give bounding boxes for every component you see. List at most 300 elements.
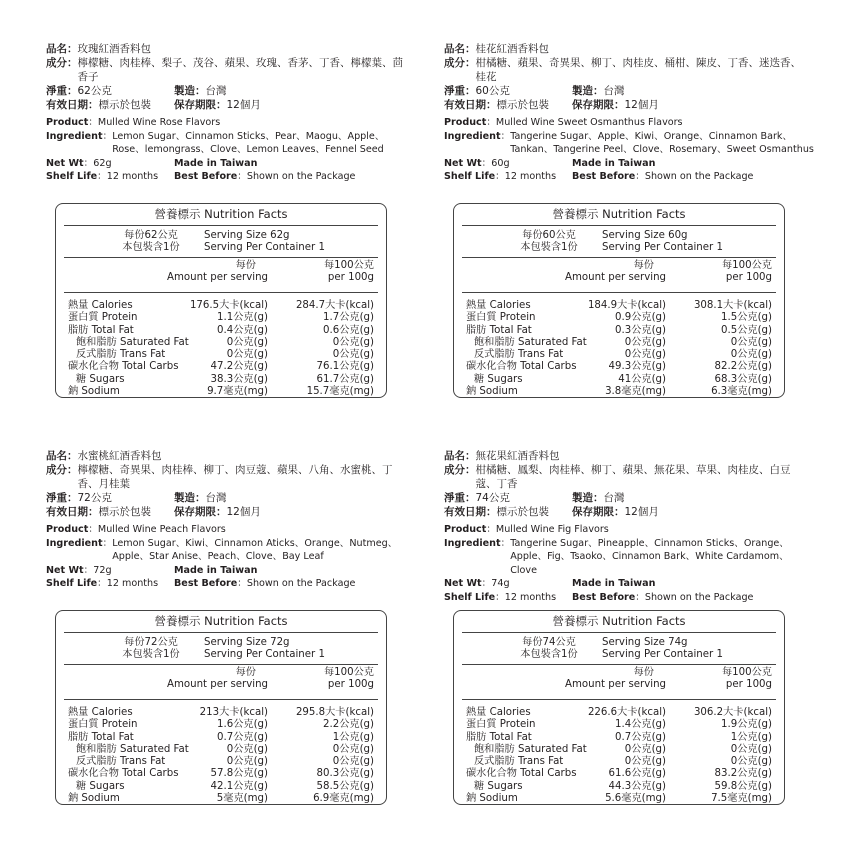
nutrient-per-100g: 6.3毫克(mg) [711,386,772,398]
nutrient-per-100g: 68.3公克(g) [714,373,772,385]
nutrient-per-100g: 295.8大卡(kcal) [295,707,374,718]
expiry-key: 有效日期： [46,506,99,518]
ingredients-row [444,463,814,491]
shelflife-en-value: 12 months [504,591,557,603]
nutrient-per-100g: 58.5公克(g) [316,780,374,792]
net-made-row [444,84,814,98]
amount-per-serving: Amount per serving [565,679,666,691]
nutrient-per-100g: 7.5毫克(mg) [711,793,772,805]
nutrient-name: 鈉 Sodium [68,793,120,805]
ingredient-en-row: Ingredient： Tangerine Sugar、Pineapple、Cinnamon Sticks、Orange、Apple、Fig、Tsaoko、Cinnamon Bark、White Cardamom、Clove [444,537,814,578]
nutrient-per-serving: 0公克(g) [226,349,268,361]
netwt-en-value: 60g [491,157,510,169]
nutrient-per-100g: 1公克(g) [730,731,772,743]
nutrient-name: 糖 Sugars [76,780,125,792]
netwt-en-value: 72g [93,564,112,576]
nutrient-per-100g: 0公克(g) [332,756,374,768]
divider [462,632,776,633]
shelf-key: 保存期限： [174,506,227,518]
name-key: 品名： [444,450,476,462]
divider [64,664,378,665]
serving-size-en: Serving Size 74g [602,637,688,648]
product-en-key: Product [444,524,487,535]
madein-en: Made in Taiwan [174,564,258,576]
netwt-en-key: Net Wt [46,564,84,576]
nutrient-per-100g: 1公克(g) [332,731,374,743]
net-value: 74公克 [475,492,510,504]
netwt-en-key: Net Wt [46,157,84,169]
nutrient-per-100g: 306.2大卡(kcal) [693,707,772,718]
nutrition-facts-title: 營養標示 Nutrition Facts [552,614,686,628]
nutrient-name: 反式脂肪 Trans Fat [474,756,564,768]
container-cn: 本包裝含1份 [520,649,578,661]
nutrient-name: 鈉 Sodium [466,793,518,805]
nutrient-row [68,361,374,373]
ingredients-cn: 檸檬糖、肉桂棒、梨子、茂谷、蘋果、玫瑰、香茅、丁香、檸檬葉、茴香子 [77,57,403,83]
bestbefore-en-key: Best Before [572,171,636,183]
nutrient-per-100g: 1.9公克(g) [721,719,772,731]
nutrient-row [68,719,374,731]
nutrient-per-serving: 0.4公克(g) [217,324,268,336]
english-block [444,523,814,605]
madein-en: Made in Taiwan [572,157,656,169]
nutrient-per-100g: 0.5公克(g) [721,324,772,336]
nutrient-row [466,386,772,398]
product-en-value: Mulled Wine Sweet Osmanthus Flavors [495,117,683,128]
serving-size-cn: 每份72公克 [124,637,178,648]
serving-per-container: Serving Per Container 1 [602,649,723,661]
nutrient-name: 熱量 Calories [68,707,133,718]
ingredient-en-row: Ingredient： Lemon Sugar、Cinnamon Sticks、Pear、Maogu、Apple、Rose、lemongrass、Clove、Lemon Leaves、Fennel Seed [46,130,416,157]
serving-size-en: Serving Size 62g [204,230,290,241]
nutrient-rows [466,707,772,805]
nutrient-per-serving: 47.2公克(g) [210,361,268,373]
nutrient-row [68,386,374,398]
nutrient-name: 飽和脂肪 Saturated Fat [474,743,587,755]
nutrient-row [466,312,772,324]
shelflife-en-value: 12 months [106,578,159,590]
ingredient-en-value: Tangerine Sugar、Apple、Kiwi、Orange、Cinnamon Bark、Tankan、Tangerine Peel、Clove、Rosemary、Sweet Osmanthus [510,130,814,156]
serving-size-cn: 每份74公克 [522,637,576,648]
shelf-key: 保存期限： [174,99,227,111]
product-en-row: Product：Mulled Wine Peach Flavors [46,524,226,535]
nutrient-name: 飽和脂肪 Saturated Fat [474,336,587,348]
nutrient-per-serving: 0公克(g) [624,349,666,361]
name-row [444,42,814,56]
divider [462,292,776,293]
expiry-key: 有效日期： [46,99,99,111]
nutrition-facts-panel [453,203,785,398]
nutrient-per-serving: 57.8公克(g) [210,768,268,780]
nutrition-facts-title: 營養標示 Nutrition Facts [154,207,288,221]
nutrient-per-serving: 42.1公克(g) [210,780,268,792]
expiry-shelf-row [444,505,814,519]
expiry-shelf-row [46,98,416,112]
amount-per-serving: Amount per serving [167,679,268,691]
divider [64,632,378,633]
madein-en: Made in Taiwan [572,578,656,590]
product-label-rose [46,42,416,398]
nutrition-facts-panel [453,610,785,805]
serving-size-en: Serving Size 72g [204,637,290,648]
expiry-value: 標示於包裝 [98,99,151,111]
net-key: 淨重： [444,492,476,504]
nutrient-per-100g: 0公克(g) [332,349,374,361]
nutrient-rows [466,300,772,398]
shelf-best-en-row: Shelf Life：12 months Best Before：Shown on the Package [444,591,754,603]
nutrient-row [466,793,772,805]
nutrient-row [466,732,772,744]
nutrient-row [466,744,772,756]
nutrient-row [68,374,374,386]
english-block [46,116,416,184]
divider [462,664,776,665]
nutrient-per-serving: 0公克(g) [226,756,268,768]
netwt-made-en-row: Net Wt：74g Made in Taiwan [444,578,656,590]
nutrient-row [68,744,374,756]
netwt-made-en-row: Net Wt：60g Made in Taiwan [444,157,656,169]
nutrient-per-serving: 0.7公克(g) [217,731,268,743]
nutrient-per-100g: 284.7大卡(kcal) [295,300,374,311]
nutrient-row [68,312,374,324]
net-made-row [444,491,814,505]
expiry-key: 有效日期： [444,99,497,111]
nutrient-row [466,300,772,312]
product-label-osmanthus [444,42,814,398]
nutrient-per-serving: 0.7公克(g) [615,731,666,743]
name-row [46,449,416,463]
nutrient-per-100g: 1.5公克(g) [721,312,772,324]
container-cn: 本包裝含1份 [520,242,578,254]
nutrient-row [466,768,772,780]
per-100-cn: 每100公克 [721,260,772,271]
ingredient-en-row: Ingredient： Lemon Sugar、Kiwi、Cinnamon Aticks、Orange、Nutmeg、Apple、Star Anise、Peach、Clove、Bay Leaf [46,537,416,564]
nutrient-per-serving: 44.3公克(g) [608,780,666,792]
nutrient-per-serving: 41公克(g) [618,373,666,385]
madein-en: Made in Taiwan [174,157,258,169]
per-100-cn: 每100公克 [721,667,772,678]
name-key: 品名： [444,43,476,55]
name-key: 品名： [46,450,78,462]
bestbefore-en-value: Shown on the Package [644,171,754,183]
nutrient-per-serving: 1.4公克(g) [615,719,666,731]
nutrient-rows [68,707,374,805]
nutrient-per-serving: 0公克(g) [624,756,666,768]
nutrient-name: 脂肪 Total Fat [68,731,134,743]
nutrient-name: 碳水化合物 Total Carbs [68,768,179,780]
netwt-made-en-row: Net Wt：62g Made in Taiwan [46,157,258,169]
divider [462,225,776,226]
ingredient-en-key: Ingredient [46,537,103,549]
nutrient-per-serving: 49.3公克(g) [608,361,666,373]
nutrient-per-100g: 59.8公克(g) [714,780,772,792]
nutrient-name: 脂肪 Total Fat [466,324,532,336]
net-value: 62公克 [77,85,112,97]
nutrient-per-serving: 3.8毫克(mg) [605,386,666,398]
nutrient-per-100g: 1.7公克(g) [323,312,374,324]
shelflife-en-value: 12 months [106,171,159,183]
net-value: 72公克 [77,492,112,504]
ingredients-row [46,56,416,84]
nutrient-per-serving: 61.6公克(g) [608,768,666,780]
netwt-en-value: 62g [93,157,112,169]
divider [64,225,378,226]
serving-per-container: Serving Per Container 1 [204,242,325,254]
made-value: 台灣 [205,492,227,504]
ingredients-row [444,56,814,84]
net-made-row [46,84,416,98]
nutrient-per-serving: 9.7毫克(mg) [207,386,268,398]
serving-per-container: Serving Per Container 1 [204,649,325,661]
nutrient-per-100g: 0公克(g) [730,743,772,755]
nutrient-name: 蛋白質 Protein [68,312,138,324]
container-cn: 本包裝含1份 [122,649,180,661]
nutrient-row [68,756,374,768]
shelf-best-en-row: Shelf Life：12 months Best Before：Shown on the Package [444,171,754,183]
shelflife-en-key: Shelf Life [46,578,98,590]
nutrient-row [68,325,374,337]
nutrient-per-serving: 1.1公克(g) [217,312,268,324]
name-row [444,449,814,463]
product-en-key: Product [444,117,487,128]
nutrient-per-serving: 0.3公克(g) [615,324,666,336]
nutrient-name: 碳水化合物 Total Carbs [466,361,577,373]
nutrient-row [68,793,374,805]
product-name-cn: 水蜜桃紅酒香料包 [77,450,162,462]
nutrient-row [68,337,374,349]
bestbefore-en-value: Shown on the Package [246,578,356,590]
net-made-row [46,491,416,505]
nutrient-row [466,707,772,719]
nutrient-per-100g: 0.6公克(g) [323,324,374,336]
expiry-value: 標示於包裝 [98,506,151,518]
made-value: 台灣 [205,85,227,97]
shelf-value: 12個月 [226,506,261,518]
nutrient-per-100g: 2.2公克(g) [323,719,374,731]
nutrient-name: 反式脂肪 Trans Fat [474,349,564,361]
ingredient-en-value: Tangerine Sugar、Pineapple、Cinnamon Sticks、Orange、Apple、Fig、Tsaoko、Cinnamon Bark、White Cardamom、Clove [510,537,789,576]
nutrient-per-serving: 184.9大卡(kcal) [587,300,666,311]
nutrient-per-100g: 0公克(g) [332,336,374,348]
net-value: 60公克 [475,85,510,97]
per-100g: per 100g [327,272,374,284]
nutrient-name: 糖 Sugars [474,373,523,385]
product-en-value: Mulled Wine Rose Flavors [97,117,221,128]
ingredient-en-value: Lemon Sugar、Cinnamon Sticks、Pear、Maogu、Apple、Rose、lemongrass、Clove、Lemon Leaves、Fennel Seed [112,130,385,156]
nutrient-per-serving: 0公克(g) [624,743,666,755]
nutrient-row [68,349,374,361]
nutrient-row [466,719,772,731]
shelf-value: 12個月 [226,99,261,111]
nutrient-per-100g: 80.3公克(g) [316,768,374,780]
bestbefore-en-key: Best Before [174,578,238,590]
ingredients-key: 成分： [46,57,78,69]
product-en-key: Product [46,117,89,128]
nutrient-per-serving: 0.9公克(g) [615,312,666,324]
product-en-value: Mulled Wine Fig Flavors [495,524,609,535]
nutrient-name: 反式脂肪 Trans Fat [76,349,166,361]
name-key: 品名： [46,43,78,55]
ingredients-key: 成分： [444,57,476,69]
nutrition-facts-title: 營養標示 Nutrition Facts [552,207,686,221]
nutrition-facts-panel [55,203,387,398]
nutrient-per-100g: 76.1公克(g) [316,361,374,373]
serving-size-cn: 每份60公克 [522,230,576,241]
shelflife-en-key: Shelf Life [444,171,496,183]
product-name-cn: 無花果紅酒香料包 [475,450,560,462]
nutrient-rows [68,300,374,398]
nutrient-row [466,361,772,373]
per-100g: per 100g [327,679,374,691]
nutrient-per-serving: 176.5大卡(kcal) [189,300,268,311]
nutrient-name: 碳水化合物 Total Carbs [466,768,577,780]
bestbefore-en-value: Shown on the Package [644,591,754,603]
ingredients-key: 成分： [444,464,476,476]
bestbefore-en-value: Shown on the Package [246,171,356,183]
net-key: 淨重： [444,85,476,97]
nutrient-row [68,300,374,312]
nutrient-name: 飽和脂肪 Saturated Fat [76,336,189,348]
nutrient-per-serving: 226.6大卡(kcal) [587,707,666,718]
nutrient-per-100g: 0公克(g) [730,336,772,348]
expiry-value: 標示於包裝 [496,506,549,518]
nutrient-per-100g: 6.9毫克(mg) [313,793,374,805]
divider [64,699,378,700]
amount-per-serving: Amount per serving [167,272,268,284]
shelflife-en-key: Shelf Life [46,171,98,183]
ingredient-en-key: Ingredient [46,130,103,142]
net-key: 淨重： [46,492,78,504]
nutrient-name: 糖 Sugars [76,373,125,385]
nutrient-per-serving: 1.6公克(g) [217,719,268,731]
ingredient-en-value: Lemon Sugar、Kiwi、Cinnamon Aticks、Orange、Nutmeg、Apple、Star Anise、Peach、Clove、Bay Leaf [112,537,398,563]
ingredient-en-row: Ingredient： Tangerine Sugar、Apple、Kiwi、Orange、Cinnamon Bark、Tankan、Tangerine Peel、Clove、Rosemary、Sweet Osmanthus [444,130,814,156]
nutrient-per-serving: 38.3公克(g) [210,373,268,385]
nutrient-per-serving: 0公克(g) [226,743,268,755]
nutrient-per-serving: 5.6毫克(mg) [605,793,666,805]
nutrient-name: 蛋白質 Protein [466,312,536,324]
ingredients-row [46,463,416,491]
amount-per-serving: Amount per serving [565,272,666,284]
shelf-value: 12個月 [624,99,659,111]
per-100-cn: 每100公克 [323,667,374,678]
product-en-key: Product [46,524,89,535]
shelflife-en-key: Shelf Life [444,591,496,603]
nutrient-name: 脂肪 Total Fat [466,731,532,743]
name-row [46,42,416,56]
nutrient-per-100g: 61.7公克(g) [316,373,374,385]
nutrient-per-serving: 0公克(g) [226,336,268,348]
product-label-fig [444,449,814,805]
nutrient-per-serving: 5毫克(mg) [216,793,268,805]
per-serving-cn: 每份 [633,667,654,678]
nutrient-per-100g: 0公克(g) [332,743,374,755]
nutrient-row [466,374,772,386]
nutrient-row [68,781,374,793]
made-value: 台灣 [603,85,625,97]
per-serving-cn: 每份 [235,667,256,678]
ingredients-cn: 柑橘糖、鳳梨、肉桂棒、柳丁、蘋果、無花果、草果、肉桂皮、白豆蔻、丁香 [475,464,791,490]
ingredients-key: 成分： [46,464,78,476]
product-en-row: Product：Mulled Wine Sweet Osmanthus Flavors [444,117,683,128]
nutrient-row [68,768,374,780]
divider [64,292,378,293]
product-name-cn: 玫瑰紅酒香料包 [77,43,151,55]
divider [64,257,378,258]
nutrient-name: 熱量 Calories [466,707,531,718]
nutrient-per-100g: 0公克(g) [730,756,772,768]
nutrient-row [466,349,772,361]
nutrition-facts-title: 營養標示 Nutrition Facts [154,614,288,628]
nutrient-name: 反式脂肪 Trans Fat [76,756,166,768]
divider [462,699,776,700]
netwt-en-key: Net Wt [444,578,482,590]
serving-size-en: Serving Size 60g [602,230,688,241]
nutrient-row [466,781,772,793]
made-value: 台灣 [603,492,625,504]
shelf-best-en-row: Shelf Life：12 months Best Before：Shown on the Package [46,171,356,183]
netwt-en-value: 74g [491,578,510,590]
divider [462,257,776,258]
nutrition-facts-panel [55,610,387,805]
nutrient-per-100g: 0公克(g) [730,349,772,361]
product-en-row: Product：Mulled Wine Fig Flavors [444,524,609,535]
expiry-shelf-row [444,98,814,112]
ingredient-en-key: Ingredient [444,130,501,142]
nutrient-name: 蛋白質 Protein [68,719,138,731]
nutrient-name: 鈉 Sodium [68,386,120,398]
nutrient-name: 碳水化合物 Total Carbs [68,361,179,373]
product-name-cn: 桂花紅酒香料包 [475,43,549,55]
net-key: 淨重： [46,85,78,97]
nutrient-per-100g: 83.2公克(g) [714,768,772,780]
nutrient-name: 鈉 Sodium [466,386,518,398]
nutrient-name: 糖 Sugars [474,780,523,792]
shelf-key: 保存期限： [572,506,625,518]
made-key: 製造： [174,492,206,504]
nutrient-per-100g: 82.2公克(g) [714,361,772,373]
per-serving-cn: 每份 [235,260,256,271]
nutrient-name: 熱量 Calories [68,300,133,311]
made-key: 製造： [572,85,604,97]
per-serving-cn: 每份 [633,260,654,271]
product-en-row: Product：Mulled Wine Rose Flavors [46,117,221,128]
per-100g: per 100g [725,679,772,691]
netwt-made-en-row: Net Wt：72g Made in Taiwan [46,564,258,576]
serving-size-cn: 每份62公克 [124,230,178,241]
shelf-best-en-row: Shelf Life：12 months Best Before：Shown on the Package [46,578,356,590]
nutrient-row [466,325,772,337]
expiry-shelf-row [46,505,416,519]
serving-per-container: Serving Per Container 1 [602,242,723,254]
english-block [444,116,814,184]
nutrient-name: 蛋白質 Protein [466,719,536,731]
shelf-key: 保存期限： [572,99,625,111]
english-block [46,523,416,591]
ingredient-en-key: Ingredient [444,537,501,549]
bestbefore-en-key: Best Before [174,171,238,183]
nutrient-name: 脂肪 Total Fat [68,324,134,336]
nutrient-per-serving: 213大卡(kcal) [199,707,268,718]
made-key: 製造： [174,85,206,97]
nutrient-row [68,707,374,719]
nutrient-per-100g: 308.1大卡(kcal) [693,300,772,311]
nutrient-name: 飽和脂肪 Saturated Fat [76,743,189,755]
shelf-value: 12個月 [624,506,659,518]
nutrient-row [466,756,772,768]
nutrient-per-100g: 15.7毫克(mg) [306,386,374,398]
expiry-key: 有效日期： [444,506,497,518]
